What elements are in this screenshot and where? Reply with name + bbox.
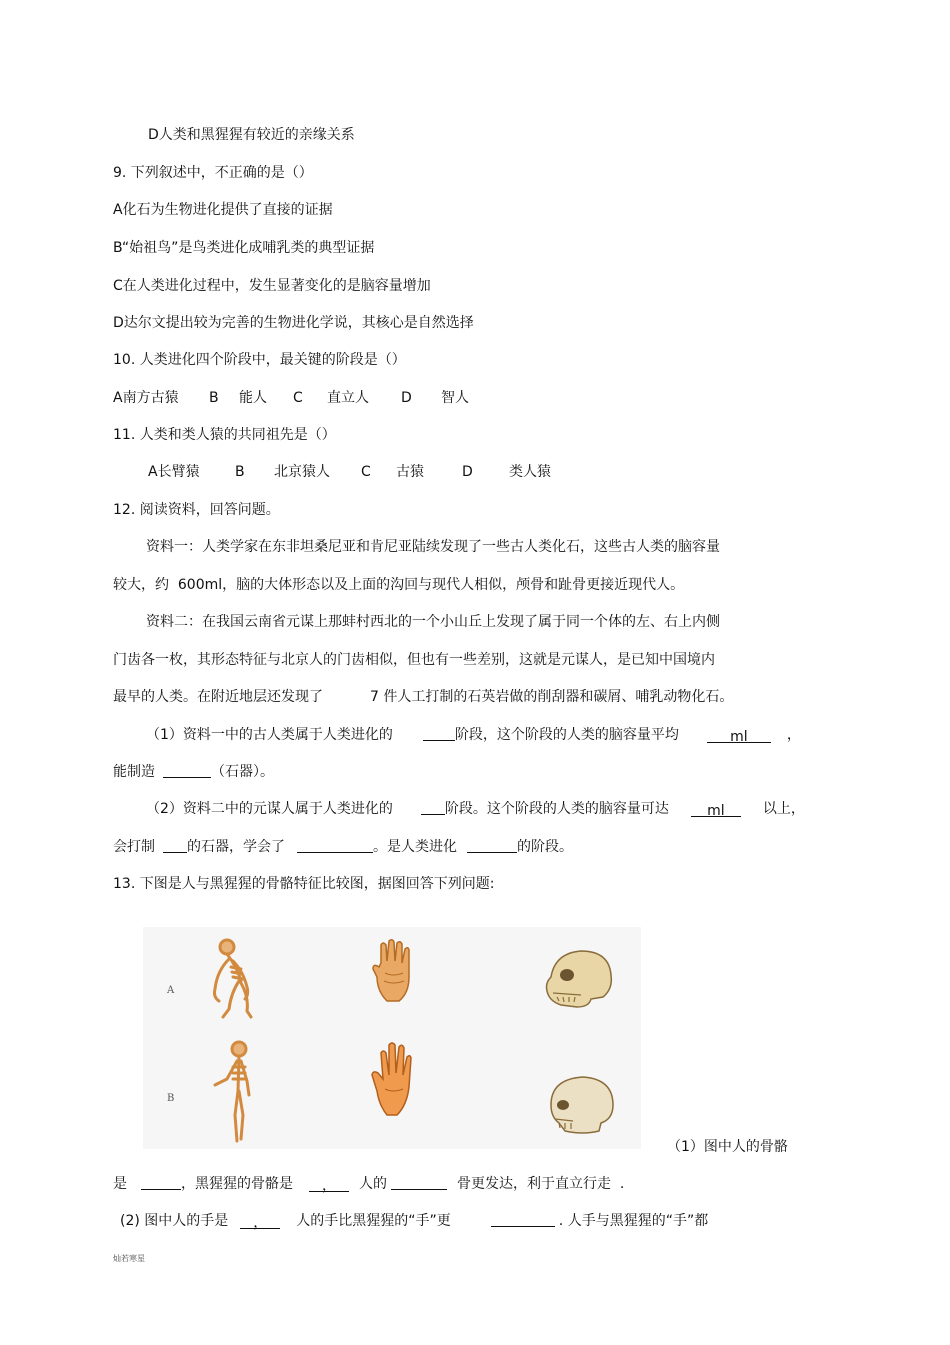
- q11-option-b-letter: B: [235, 464, 245, 480]
- human-hand-image: [369, 1039, 417, 1123]
- q10-option-b: 能人: [239, 390, 267, 406]
- q12-sub1-text-b: 阶段，这个阶段的人类的脑容量平均: [454, 727, 679, 743]
- q12-sub1-text-d: （石器）。: [211, 764, 274, 780]
- q12-sub1-blank-tool[interactable]: [163, 763, 211, 778]
- q13-sub1-line1: （1）图中人的骨骼: [667, 1139, 788, 1155]
- q13-sub1-text-d: 人的: [359, 1176, 387, 1192]
- q9-option-c: C在人类进化过程中，发生显著变化的是脑容量增加: [113, 278, 431, 294]
- q12-material2-line1: 资料二：在我国云南省元谋上那蚌村西北的一个小山丘上发现了属于同一个体的左、右上内侧: [146, 614, 720, 630]
- q12-sub1-comma: ，: [786, 727, 801, 743]
- q12-material2-line2: 门齿各一枚，其形态特征与北京人的门齿相似，但也有一些差别，这就是元谋人，是已知中国境内: [113, 652, 715, 668]
- q13-sub1-text-e: 骨更发达，利于直立行走 .: [457, 1176, 625, 1192]
- q13-sub2-blank-compare[interactable]: [491, 1212, 555, 1227]
- q13-sub1-line2: [113, 1175, 624, 1193]
- q10-option-d-letter: D: [401, 390, 412, 406]
- q12-sub2-blank-skill[interactable]: [297, 838, 373, 853]
- q12-sub2-text-d: 会打制: [113, 839, 155, 855]
- chimpanzee-skeleton-image: [203, 937, 263, 1023]
- q12-sub1-blank-ml[interactable]: [707, 728, 771, 743]
- q12-sub1-text-c: 能制造: [113, 764, 155, 780]
- q9-option-b: B“始祖鸟”是鸟类进化成哺乳类的典型证据: [113, 240, 375, 256]
- q12-sub2-text-e: 的石器，学会了: [187, 839, 285, 855]
- q10-option-c: 直立人: [327, 390, 369, 406]
- q13-sub1-blank-chimp[interactable]: [309, 1177, 349, 1192]
- q12-sub1-text-a: （1）资料一中的古人类属于人类进化的: [146, 727, 393, 743]
- q13-stem: 13. 下图是人与黑猩猩的骨骼特征比较图，据图回答下列问题:: [113, 876, 495, 892]
- q13-sub2-blank-hand[interactable]: [240, 1214, 280, 1229]
- q12-sub2-text-c: 以上，: [762, 801, 805, 817]
- q11-option-c-letter: C: [361, 464, 371, 480]
- chimpanzee-skull-image: [541, 945, 617, 1011]
- q11-option-d-letter: D: [462, 464, 473, 480]
- q8-option-d: D人类和黑猩猩有较近的亲缘关系: [148, 127, 355, 143]
- q10-option-b-letter: B: [209, 390, 219, 406]
- q12-sub2-blank-stage[interactable]: [421, 800, 445, 815]
- q11-option-d: 类人猿: [509, 464, 551, 480]
- q12-sub1-line2: [113, 763, 274, 781]
- q13-sub1-blank-bone[interactable]: [391, 1175, 447, 1190]
- human-skeleton-image: [205, 1039, 261, 1147]
- q12-stem: 12. 阅读资料，回答问题。: [113, 502, 280, 518]
- q12-sub2-blank-tool[interactable]: [163, 838, 187, 853]
- q13-sub1-blank-human[interactable]: [141, 1175, 181, 1190]
- q12-sub2-blank-phase[interactable]: [467, 838, 517, 853]
- q12-sub1-ml-unit: ml: [730, 729, 748, 745]
- q13-sub1-blank-chimp-comma: ，: [322, 1178, 336, 1194]
- q12-material1-line1: 资料一：人类学家在东非坦桑尼亚和肯尼亚陆续发现了一些古人类化石，这些古人类的脑容量: [146, 539, 720, 555]
- q12-sub2-text-f: 。是人类进化: [373, 839, 457, 855]
- q10-stem: 10. 人类进化四个阶段中，最关键的阶段是（）: [113, 352, 406, 368]
- q11-option-c: 古猿: [396, 464, 424, 480]
- q12-material2-line3-tail: 7 件人工打制的石英岩做的削刮器和碳屑、哺乳动物化石。: [370, 689, 734, 705]
- q9-option-a: A化石为生物进化提供了直接的证据: [113, 202, 333, 218]
- q12-material2-line3: 最早的人类。在附近地层还发现了: [113, 689, 323, 705]
- row-label-a: A: [167, 985, 175, 996]
- human-skull-image: [543, 1073, 619, 1135]
- q13-sub2-text-b: 人的手比黑猩猩的“手”更: [296, 1213, 451, 1229]
- q12-sub1-blank-stage[interactable]: [423, 726, 455, 741]
- q12-sub2-blank-ml[interactable]: [691, 802, 741, 817]
- q11-option-a: A长臂猿: [148, 464, 200, 480]
- q12-sub2-line2: [113, 838, 573, 856]
- q11-option-b: 北京猿人: [274, 464, 330, 480]
- q9-option-d: D达尔文提出较为完善的生物进化学说，其核心是自然选择: [113, 315, 474, 331]
- q12-material1-line2: 较大，约 600ml，脑的大体形态以及上面的沟回与现代人相似，颅骨和趾骨更接近现代人。: [113, 577, 685, 593]
- q13-sub1-text-c: ，黑猩猩的骨骼是: [181, 1176, 293, 1192]
- q12-sub2-line1: [146, 800, 805, 818]
- skeleton-comparison-figure: [143, 927, 641, 1149]
- q10-option-c-letter: C: [293, 390, 303, 406]
- q10-option-a: A南方古猿: [113, 390, 179, 406]
- q11-stem: 11. 人类和类人猿的共同祖先是（）: [113, 427, 336, 443]
- chimpanzee-hand-image: [369, 937, 419, 1013]
- q13-sub1-text-b: 是: [113, 1176, 127, 1192]
- q13-sub2-text-c: . 人手与黑猩猩的“手”都: [558, 1213, 709, 1229]
- q12-sub2-text-a: （2）资料二中的元谋人属于人类进化的: [146, 801, 393, 817]
- footer-text: 灿若寒星: [113, 1254, 145, 1263]
- q9-stem: 9. 下列叙述中，不正确的是（）: [113, 165, 313, 181]
- q13-sub2-blank-hand-comma: ，: [253, 1215, 268, 1231]
- q13-sub2-line1: [120, 1212, 708, 1230]
- q12-sub2-text-b: 阶段。这个阶段的人类的脑容量可达: [444, 801, 669, 817]
- q10-option-d: 智人: [441, 390, 469, 406]
- q13-sub2-text-a: (2) 图中人的手是: [120, 1213, 229, 1229]
- q12-sub1-line1: [146, 726, 801, 744]
- q12-sub2-text-g: 的阶段。: [517, 839, 573, 855]
- q12-sub2-ml-unit: ml: [707, 803, 725, 819]
- row-label-b: B: [167, 1093, 175, 1104]
